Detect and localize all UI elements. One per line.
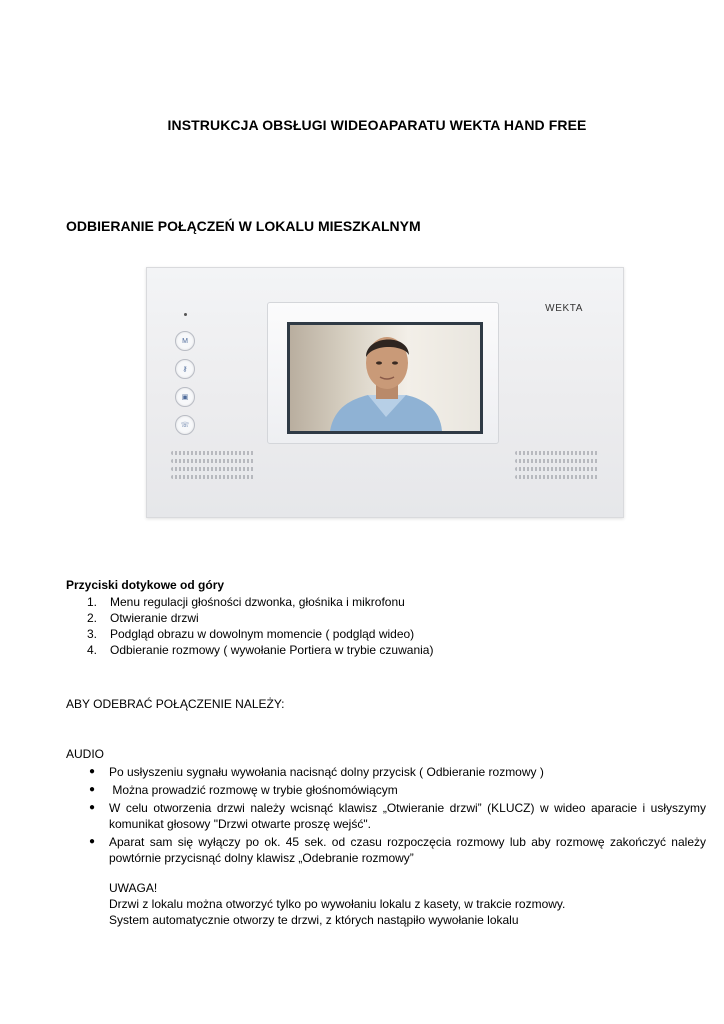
bullet-icon: ●	[89, 766, 96, 777]
touch-buttons-list	[66, 594, 433, 658]
handset-icon: ☏	[175, 415, 195, 435]
device-brand: WEKTA	[545, 303, 583, 314]
list-item: 2. Otwieranie drzwi	[87, 611, 199, 625]
audio-instructions-list	[66, 764, 706, 868]
list-item: ● Można prowadzić rozmowę w trybie głośnomówiącym	[89, 783, 398, 797]
answer-heading: ABY ODEBRAĆ POŁĄCZENIE NALEŻY:	[66, 697, 285, 711]
list-item: 1. Menu regulacji głośności dzwonka, głośnika i mikrofonu	[87, 595, 405, 609]
menu-icon: M	[175, 331, 195, 351]
list-item: 4. Odbieranie rozmowy ( wywołanie Portiera w trybie czuwania)	[87, 643, 434, 657]
key-icon: ⚷	[175, 359, 195, 379]
bullet-icon: ●	[89, 836, 96, 847]
document-title: INSTRUKCJA OBSŁUGI WIDEOAPARATU WEKTA HAND FREE	[167, 117, 587, 133]
list-item: ● Aparat sam się wyłączy po ok. 45 sek. od czasu rozpoczęcia rozmowy lub aby rozmowę zakończyć należy powtórnie przycisnąć dolny klawisz „Odebranie rozmowy”	[89, 835, 706, 865]
person-image	[290, 325, 480, 431]
audio-label: AUDIO	[66, 747, 105, 761]
speaker-grille-right	[515, 451, 599, 485]
monitor-icon: ▣	[175, 387, 195, 407]
touch-buttons-label: Przyciski dotykowe od góry	[66, 578, 225, 592]
device-photo	[146, 267, 624, 518]
bullet-icon: ●	[89, 784, 96, 795]
warning-title: UWAGA!	[109, 881, 158, 895]
section-heading: ODBIERANIE POŁĄCZEŃ W LOKALU MIESZKALNYM	[66, 218, 421, 234]
video-screen	[287, 322, 483, 434]
list-item: ● Po usłyszeniu sygnału wywołania nacisnąć dolny przycisk ( Odbieranie rozmowy )	[89, 765, 544, 779]
list-item: 3. Podgląd obrazu w dowolnym momencie ( podgląd wideo)	[87, 627, 415, 641]
warning-note	[109, 880, 565, 928]
list-item: ● W celu otworzenia drzwi należy wcisnąć klawisz „Otwieranie drzwi” (KLUCZ) w wideo aparacie i usłyszymy komunikat głosowy "Drzwi otwarte proszę wejść".	[89, 801, 706, 831]
bullet-icon: ●	[89, 802, 96, 813]
status-led	[184, 313, 187, 316]
speaker-grille-left	[171, 451, 255, 485]
warning-line: System automatycznie otworzy te drzwi, z których nastąpiło wywołanie lokalu	[109, 913, 519, 927]
warning-line: Drzwi z lokalu można otworzyć tylko po wywołaniu lokalu z kasety, w trakcie rozmowy.	[109, 897, 566, 911]
